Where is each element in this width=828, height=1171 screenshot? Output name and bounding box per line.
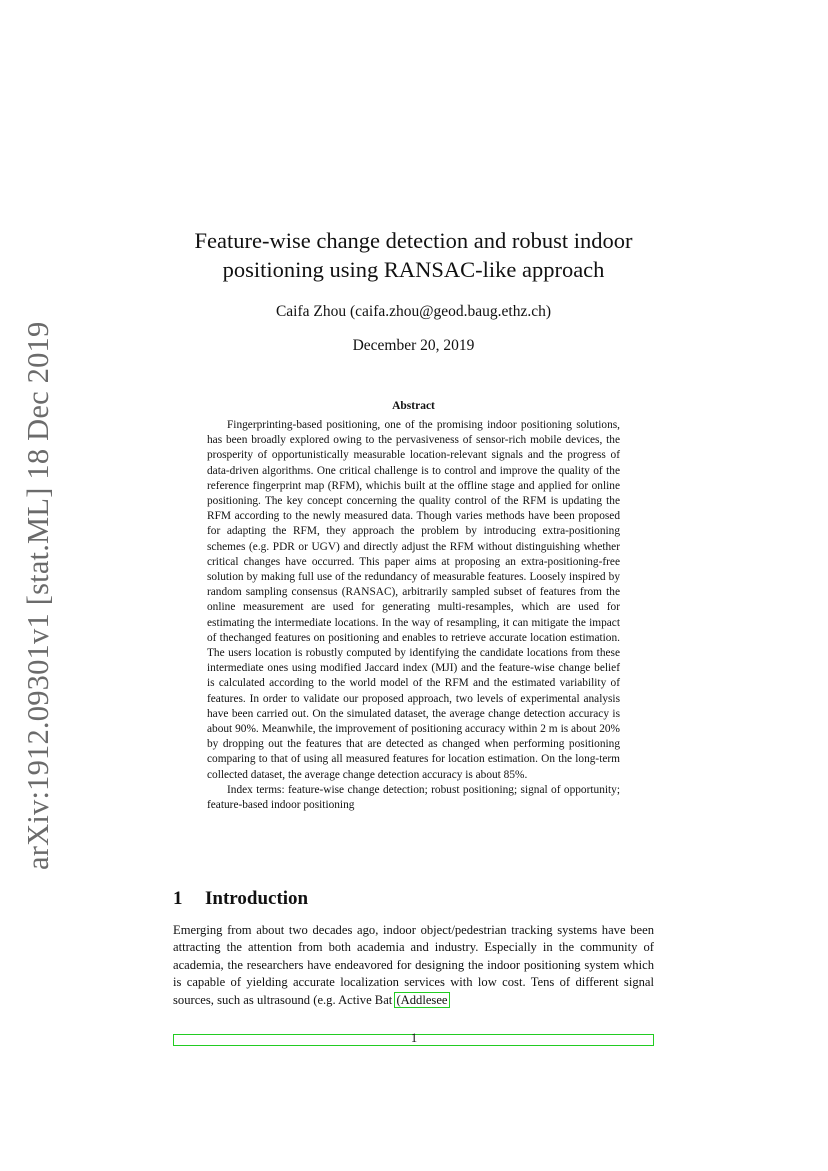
citation-link[interactable]: (Addlesee: [396, 992, 448, 1007]
abstract: [207, 398, 620, 813]
index-terms: Index terms: feature-wise change detection; robust positioning; signal of opportunity; feature-based indoor positioning: [207, 783, 620, 812]
abstract-text: Fingerprinting-based positioning, one of the promising indoor positioning solutions, has been broadly explored owing to the pervasiveness of sensor-rich mobile devices, the prosperity of opportunistically measurable location-relevant signals and the progress of data-driven algorithms. One critical challenge is to control and improve the quality of the reference fingerprint map (RFM), whichis built at the offline stage and applied for online positioning. The key concept concerning the quality control of the RFM is updating the RFM according to the newly measured data. Though varies methods have been proposed for adapting the RFM, they approach the problem by introducing extra-positioning schemes (e.g. PDR or UGV) and directly adjust the RFM without distinguishing whether critical changes have occurred. This paper aims at proposing an extra-positioning-free solution by making full use of the redundancy of measurable features. Loosely inspired by random sampling consensus (RANSAC), arbitrarily sampled subset of features from the online measurement are used for generating multi-resamples, which are used for estimating the intermediate locations. In the way of resampling, it can mitigate the impact of thechanged features on positioning and enables to retrieve accurate location estimation. The users location is robustly computed by identifying the candidate locations from these intermediate ones using modified Jaccard index (MJI) and the feature-wise change belief is calculated according to the world model of the RFM and the estimated variability of features. In order to validate our proposed approach, two levels of experimental analysis have been carried out. On the simulated dataset, the average change detection accuracy is about 90%. Meanwhile, the improvement of positioning accuracy within 2 m is about 20% by dropping out the features that are detected as changed when performing positioning comparing to that of using all measured features for location estimation. On the long-term collected dataset, the average change detection accuracy is about 85%.: [207, 419, 620, 781]
section-number: 1: [173, 888, 183, 909]
section-title: Introduction: [205, 888, 309, 909]
paper-title: Feature-wise change detection and robust indoor positioning using RANSAC-like approach: [194, 228, 633, 282]
abstract-heading: Abstract: [392, 400, 435, 412]
introduction-paragraph: [173, 922, 654, 1009]
paper-date: December 20, 2019: [352, 337, 475, 354]
introduction-text: Emerging from about two decades ago, indoor object/pedestrian tracking systems have been attracting the attention from both academia and industry. Especially in the community of academia, the researchers have endeavored for designing the indoor positioning system which is capable of yielding accurate localization services with low cost. Tens of different signal sources, such as ultrasound (e.g. Active Bat: [173, 923, 654, 1007]
paper-author: Caifa Zhou (caifa.zhou@geod.baug.ethz.ch): [275, 303, 552, 320]
arxiv-identifier: arXiv:1912.09301v1 [stat.ML] 18 Dec 2019: [21, 321, 55, 870]
section-heading-introduction: [173, 887, 308, 911]
page-number: 1: [410, 1031, 418, 1045]
